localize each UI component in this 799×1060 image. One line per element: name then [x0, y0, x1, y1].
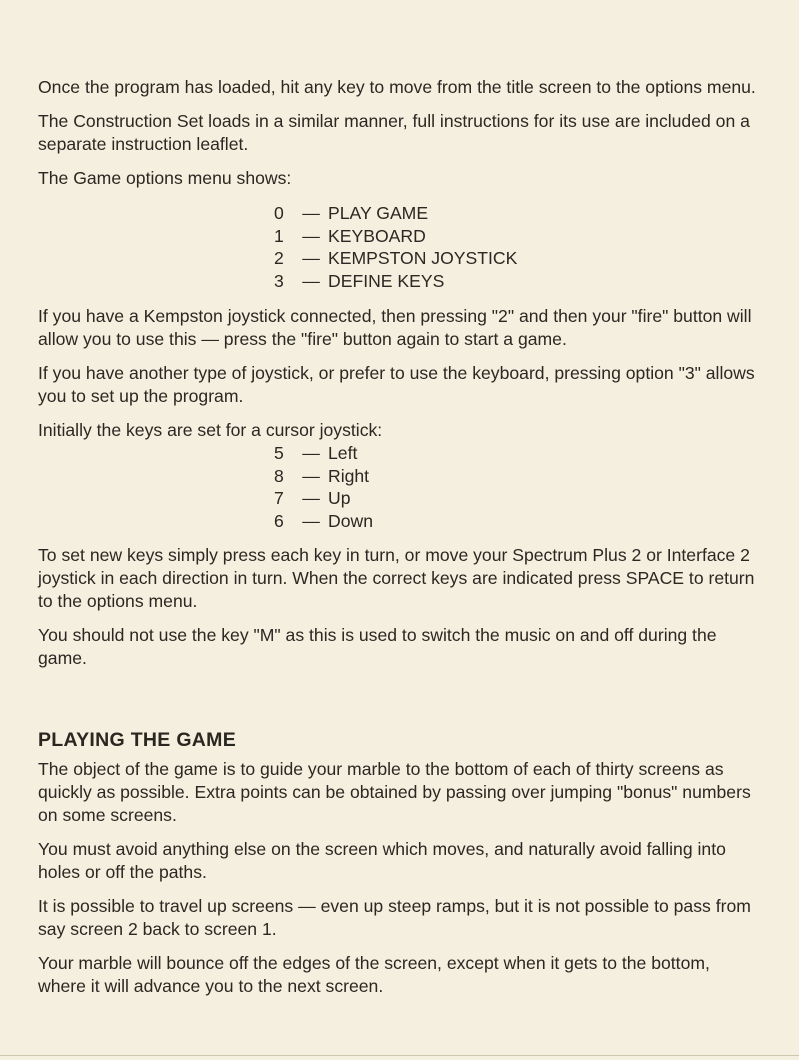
menu-option-kempston-joystick	[274, 247, 759, 270]
cursor-key-dash: —	[302, 510, 320, 531]
menu-option-label: PLAY GAME	[328, 203, 429, 223]
menu-option-label: KEYBOARD	[328, 225, 426, 246]
game-object-paragraph: The object of the game is to guide your marble to the bottom of each of thirty screens as quickly as possible. Extra points can be obtained by passing over jumping "bonus" numbers on some screens.	[38, 758, 751, 825]
cursor-key-dash: —	[302, 442, 320, 463]
bounce-paragraph: Your marble will bounce off the edges of the screen, except when it gets to the bottom, where it will advance you to the next screen.	[38, 952, 710, 996]
loading-paragraph: Once the program has loaded, hit any key to move from the title screen to the options menu.	[38, 77, 756, 97]
cursor-keys-list	[38, 442, 759, 533]
menu-option-key: 1	[274, 225, 284, 246]
menu-option-label: KEMPSTON JOYSTICK	[328, 248, 518, 269]
menu-intro-paragraph: The Game options menu shows:	[38, 168, 292, 188]
menu-option-key: 0	[274, 203, 284, 223]
travel-up-paragraph: It is possible to travel up screens — even up steep ramps, but it is not possible to pass from say screen 2 back to screen 1.	[38, 895, 751, 939]
menu-option-dash: —	[302, 225, 320, 246]
cursor-key-number: 7	[274, 488, 284, 509]
menu-option-define-keys	[274, 270, 759, 293]
menu-option-label: DEFINE KEYS	[328, 271, 445, 292]
cursor-key-dash: —	[302, 488, 320, 509]
cursor-intro-paragraph: Initially the keys are set for a cursor joystick:	[38, 419, 383, 440]
menu-option-dash: —	[302, 248, 320, 269]
cursor-key-direction: Right	[328, 465, 370, 486]
menu-option-key: 3	[274, 271, 284, 292]
menu-option-play-game	[274, 202, 759, 225]
menu-option-dash: —	[302, 271, 320, 292]
playing-the-game-heading: PLAYING THE GAME	[38, 728, 237, 751]
avoid-paragraph: You must avoid anything else on the screen which moves, and naturally avoid falling into holes or off the paths.	[38, 838, 726, 882]
menu-option-keyboard	[274, 225, 759, 248]
menu-option-dash: —	[302, 203, 320, 223]
options-menu-list	[38, 202, 759, 293]
cursor-key-direction: Up	[328, 488, 351, 509]
other-joystick-paragraph: If you have another type of joystick, or prefer to use the keyboard, pressing option "3" allows you to set up the program.	[38, 362, 755, 406]
cursor-key-direction: Down	[328, 510, 373, 531]
cursor-key-number: 8	[274, 465, 284, 486]
cursor-key-number: 6	[274, 510, 284, 531]
set-new-keys-paragraph: To set new keys simply press each key in turn, or move your Spectrum Plus 2 or Interface 2 joystick in each direction in turn. When the correct keys are indicated press SPACE to return to the options menu.	[38, 544, 755, 611]
music-key-paragraph: You should not use the key "M" as this is used to switch the music on and off during the game.	[38, 624, 717, 668]
cursor-key-up	[274, 487, 759, 510]
cursor-key-left	[274, 442, 759, 465]
menu-option-key: 2	[274, 248, 284, 269]
cursor-key-right	[274, 465, 759, 488]
cursor-key-dash: —	[302, 465, 320, 486]
page-bottom-edge	[0, 1055, 799, 1056]
cursor-key-down	[274, 510, 759, 533]
construction-set-paragraph: The Construction Set loads in a similar manner, full instructions for its use are included on a separate instruction leaflet.	[38, 111, 750, 154]
kempston-paragraph: If you have a Kempston joystick connected, then pressing "2" and then your "fire" button will allow you to use this — press the "fire" button again to start a game.	[38, 305, 752, 349]
cursor-key-number: 5	[274, 442, 284, 463]
cursor-key-direction: Left	[328, 442, 358, 463]
